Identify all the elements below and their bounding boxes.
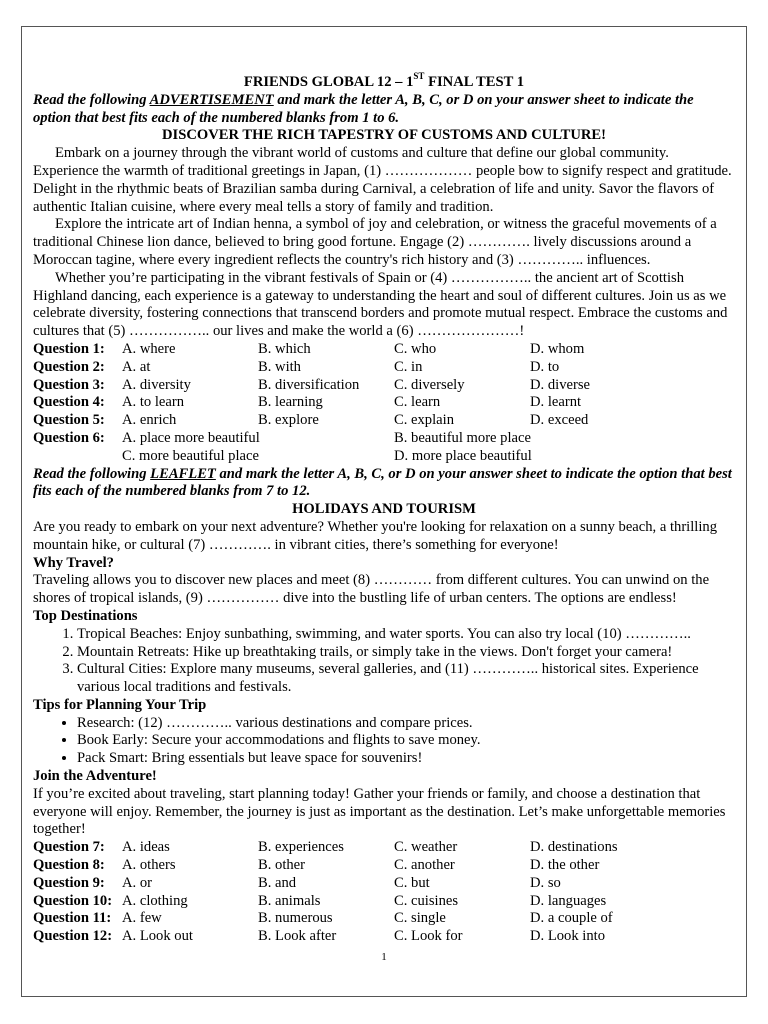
option-c[interactable]: C. Look for (394, 928, 463, 945)
option-c[interactable]: C. explain (394, 412, 454, 429)
question-label: Question 5: (33, 412, 105, 429)
questions-7-12 (33, 839, 735, 946)
question-row (33, 928, 735, 946)
list-item: • Pack Smart: Bring essentials but leave space for souvenirs! (77, 750, 735, 768)
option-c[interactable]: C. more beautiful place (122, 447, 259, 464)
option-d[interactable]: D. languages (530, 892, 607, 909)
option-a[interactable]: A. place more beautiful (122, 429, 260, 446)
option-b[interactable]: B. Look after (258, 928, 337, 945)
list-item: 2. Mountain Retreats: Hike up breathtaking trails, or simply take in the views. Don't forget your camera! (77, 644, 735, 662)
page-number: 1 (381, 951, 387, 963)
question-row (33, 430, 735, 448)
option-a[interactable]: A. few (122, 910, 162, 927)
question-row (33, 359, 735, 377)
option-a[interactable]: A. diversity (122, 376, 191, 393)
option-b[interactable]: B. animals (258, 892, 321, 909)
question-row (33, 394, 735, 412)
top-destinations-list (33, 626, 735, 697)
option-b[interactable]: B. experiences (258, 839, 344, 856)
question-row (33, 857, 735, 875)
question-label: Question 11: (33, 910, 112, 927)
question-label: Question 8: (33, 857, 105, 874)
option-d[interactable]: D. so (530, 874, 561, 891)
why-travel-text: Traveling allows you to discover new places and meet (8) ………… from different cultures. You can unwind on the shores of tropical islands, (9) …………… dive into the bustling life of urban centers. The options are endless! (33, 572, 710, 607)
join-heading: Join the Adventure! (33, 768, 157, 785)
question-row (33, 839, 735, 857)
option-c[interactable]: C. weather (394, 839, 458, 856)
option-a[interactable]: A. clothing (122, 892, 188, 909)
option-c[interactable]: C. but (394, 874, 430, 891)
advertisement-paragraph-1: Embark on a journey through the vibrant world of customs and culture that define our global community. Experience the warmth of traditional greetings in Japan, (1) ……………… people bow to signify respect and gratitude. Delight in the rhythmic beats of Brazilian samba during Carnival, a celebration of life and unity. Savor the flavors of authentic Italian cuisine, where every meal tells a story of family and tradition. (33, 145, 732, 215)
option-a[interactable]: A. Look out (122, 928, 193, 945)
option-b[interactable]: B. beautiful more place (394, 429, 531, 446)
option-d[interactable]: D. more place beautiful (394, 447, 532, 464)
option-d[interactable]: D. destinations (530, 839, 618, 856)
question-label: Question 6: (33, 429, 105, 446)
option-b[interactable]: B. and (258, 874, 297, 891)
question-label: Question 3: (33, 376, 105, 393)
option-d[interactable]: D. a couple of (530, 910, 613, 927)
option-a[interactable]: A. ideas (122, 839, 170, 856)
question-label: Question 12: (33, 928, 113, 945)
tips-heading: Tips for Planning Your Trip (33, 696, 207, 713)
questions-1-5 (33, 341, 735, 430)
option-c[interactable]: C. cuisines (394, 892, 459, 909)
option-b[interactable]: B. diversification (258, 376, 360, 393)
question-label: Question 7: (33, 839, 105, 856)
option-b[interactable]: B. explore (258, 412, 319, 429)
option-d[interactable]: D. Look into (530, 928, 605, 945)
option-d[interactable]: D. to (530, 358, 560, 375)
instruction-advertisement: Read the following ADVERTISEMENT and mark the letter A, B, C, or D on your answer sheet to indicate the option that best fits each of the numbered blanks from 1 to 6. (33, 91, 694, 126)
option-a[interactable]: A. where (122, 340, 176, 357)
option-b[interactable]: B. which (258, 340, 311, 357)
question-label: Question 2: (33, 358, 105, 375)
option-c[interactable]: C. learn (394, 394, 441, 411)
join-text: If you’re excited about traveling, start planning today! Gather your friends or family, and choose a destination that everyone will enjoy. Remember, the journey is just as important as the destination. Let’s make unforgettable memories together! (33, 785, 726, 838)
option-b[interactable]: B. numerous (258, 910, 333, 927)
option-b[interactable]: B. other (258, 857, 306, 874)
option-b[interactable]: B. with (258, 358, 301, 375)
question-row (33, 377, 735, 395)
question-label: Question 4: (33, 394, 105, 411)
option-a[interactable]: A. or (122, 874, 152, 891)
option-c[interactable]: C. another (394, 857, 455, 874)
question-label: Question 1: (33, 340, 105, 357)
question-row (33, 910, 735, 928)
tips-list (33, 715, 735, 768)
option-c[interactable]: C. who (394, 340, 437, 357)
option-a[interactable]: A. at (122, 358, 151, 375)
question-label: Question 9: (33, 874, 105, 891)
leaflet-heading: HOLIDAYS AND TOURISM (292, 501, 476, 518)
advertisement-paragraph-3: Whether you’re participating in the vibrant festivals of Spain or (4) …………….. the ancient art of Scottish Highland dancing, each experience is a gateway to understanding the heart and soul of different cultures. Join us as we celebrate diversity, fostering connections that transcend borders and promote mutual respect. Embrace the customs and cultures that (5) …………….. our lives and make the world a (6) …………………! (33, 269, 728, 340)
top-destinations-heading: Top Destinations (33, 607, 138, 624)
option-c[interactable]: C. single (394, 910, 446, 927)
option-d[interactable]: D. exceed (530, 412, 589, 429)
option-c[interactable]: C. in (394, 358, 423, 375)
list-item: 3. Cultural Cities: Explore many museums, several galleries, and (11) ………….. historical sites. Experience various local traditions and festivals. (77, 661, 735, 697)
option-d[interactable]: D. learnt (530, 394, 582, 411)
question-row (33, 341, 735, 359)
option-b[interactable]: B. learning (258, 394, 323, 411)
option-a[interactable]: A. others (122, 857, 176, 874)
question-row (33, 893, 735, 911)
question-row (33, 875, 735, 893)
advertisement-heading: DISCOVER THE RICH TAPESTRY OF CUSTOMS AND CULTURE! (161, 127, 606, 144)
list-item: • Research: (12) ………….. various destinations and compare prices. (77, 715, 735, 733)
option-a[interactable]: A. enrich (122, 412, 177, 429)
leaflet-intro: Are you ready to embark on your next adventure? Whether you're looking for relaxation on a sunny beach, a thrilling mountain hike, or cultural (7) …………. in vibrant cities, there’s something for everyone! (33, 518, 717, 553)
list-item: 1. Tropical Beaches: Enjoy sunbathing, swimming, and water sports. You can also try local (10) ………….. (77, 626, 735, 644)
why-travel-heading: Why Travel? (33, 554, 114, 571)
option-c[interactable]: C. diversely (394, 376, 465, 393)
option-d[interactable]: D. the other (530, 857, 600, 874)
test-title: FRIENDS GLOBAL 12 – 1ST FINAL TEST 1 (243, 71, 525, 90)
option-d[interactable]: D. diverse (530, 376, 590, 393)
test-page (33, 71, 735, 946)
list-item: • Book Early: Secure your accommodations and flights to save money. (77, 732, 735, 750)
instruction-leaflet: Read the following LEAFLET and mark the letter A, B, C, or D on your answer sheet to indicate the option that best fits each of the numbered blanks from 7 to 12. (33, 465, 732, 500)
option-d[interactable]: D. whom (530, 340, 585, 357)
advertisement-paragraph-2: Explore the intricate art of Indian henna, a symbol of joy and celebration, or witness the graceful movements of a traditional Chinese lion dance, believed to bring good fortune. Engage (2) …………. lively discussions around a Moroccan tagine, where every ingredient reflects the country's rich history and (3) ………….. influences. (33, 216, 717, 268)
question-label: Question 10: (33, 892, 113, 909)
question-row (33, 412, 735, 430)
option-a[interactable]: A. to learn (122, 394, 185, 411)
question-row (33, 448, 735, 466)
